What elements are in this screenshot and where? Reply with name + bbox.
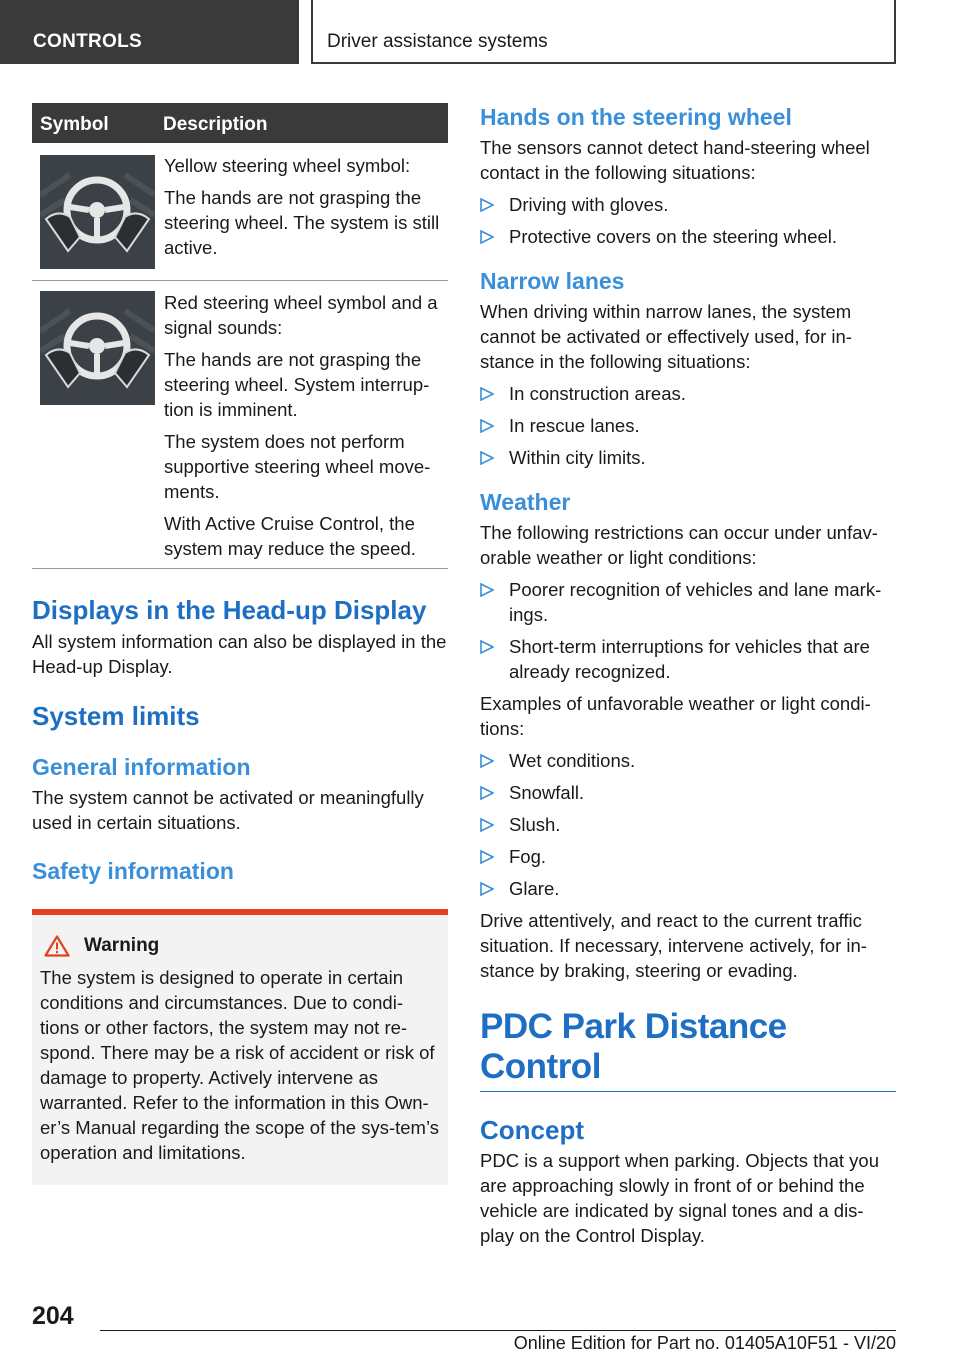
list-item <box>480 577 896 627</box>
header-section-label: CONTROLS <box>0 0 299 64</box>
footer-divider <box>100 1330 896 1331</box>
subsection-title-hands: Hands on the steering wheel <box>480 104 792 130</box>
bullet-triangle-icon <box>480 419 494 433</box>
table-header <box>32 103 448 143</box>
column-header-symbol: Symbol <box>40 114 109 135</box>
weather-closing-text: Drive attentively, and react to the current traffic situation. If necessary, intervene actively, for in-stance by braking, steering or evading. <box>480 910 867 981</box>
warning-box <box>32 909 448 1185</box>
row-description <box>164 153 448 260</box>
warning-title: Warning <box>84 935 160 956</box>
subsection-title-weather: Weather <box>480 489 571 515</box>
bullet-triangle-icon <box>480 583 494 597</box>
red-steering-wheel-icon <box>40 291 155 405</box>
row-description <box>164 290 448 561</box>
list-item <box>480 876 896 901</box>
section-title-hud: Displays in the Head-up Display <box>32 595 427 625</box>
description-paragraph: Red steering wheel symbol and a signal sounds: <box>164 292 438 338</box>
list-item <box>480 192 896 217</box>
bullet-triangle-icon <box>480 786 494 800</box>
bullet-triangle-icon <box>480 754 494 768</box>
list-item-text: Glare. <box>509 878 560 899</box>
list-item-text: Driving with gloves. <box>509 194 669 215</box>
list-item-text: Slush. <box>509 814 561 835</box>
description-paragraph: Yellow steering wheel symbol: <box>164 155 411 176</box>
bullet-triangle-icon <box>480 850 494 864</box>
list-item <box>480 224 896 249</box>
bullet-triangle-icon <box>480 451 494 465</box>
list-item-text: Wet conditions. <box>509 750 636 771</box>
warning-text: The system is designed to operate in certain conditions and circumstances. Due to condi-tions or other factors, the system may not re-spond. There may be a risk of accident or risk of damage to property. Actively intervene as warranted. Refer to the information in this Own-er’s Manual regarding the scope of the sys-tem’s operation and limitations. <box>40 967 439 1163</box>
left-column <box>32 103 448 1185</box>
list-item <box>480 381 896 406</box>
list-item <box>480 634 896 684</box>
list-item-text: Poorer recognition of vehicles and lane mark-ings. <box>509 579 882 625</box>
list-item-text: In construction areas. <box>509 383 686 404</box>
yellow-steering-wheel-icon <box>40 155 155 269</box>
hands-list <box>480 192 896 249</box>
header-chapter-label: Driver assistance systems <box>311 0 896 64</box>
subsection-title-narrow-lanes: Narrow lanes <box>480 268 625 294</box>
bullet-triangle-icon <box>480 387 494 401</box>
list-item-text: Protective covers on the steering wheel. <box>509 226 838 247</box>
list-item <box>480 748 896 773</box>
weather-list <box>480 577 896 684</box>
subsection-title-concept: Concept <box>480 1115 584 1145</box>
description-paragraph: The hands are not grasping the steering wheel. The system is still active. <box>164 187 440 258</box>
subsection-title-general: General information <box>32 754 251 780</box>
list-item <box>480 812 896 837</box>
weather-examples-text: Examples of unfavorable weather or light condi-tions: <box>480 693 871 739</box>
bullet-triangle-icon <box>480 640 494 654</box>
warning-triangle-icon <box>44 935 70 957</box>
hud-text: All system information can also be displayed in the Head-up Display. <box>32 631 447 677</box>
list-item <box>480 844 896 869</box>
bullet-triangle-icon <box>480 198 494 212</box>
table-row <box>32 281 448 569</box>
description-paragraph: The hands are not grasping the steering wheel. System interrup-tion is imminent. <box>164 349 430 420</box>
bullet-triangle-icon <box>480 882 494 896</box>
hands-text: The sensors cannot detect hand-steering wheel contact in the following situations: <box>480 137 870 183</box>
list-item-text: Snowfall. <box>509 782 585 803</box>
footer-edition-text: Online Edition for Part no. 01405A10F51 - VI/20 <box>513 1333 896 1353</box>
list-item <box>480 413 896 438</box>
subsection-title-safety: Safety information <box>32 858 234 884</box>
description-paragraph: With Active Cruise Control, the system may reduce the speed. <box>164 513 416 559</box>
concept-text: PDC is a support when parking. Objects that you are approaching slowly in front of or behind the vehicle are indicated by signal tones and a dis-play on the Control Display. <box>480 1150 879 1246</box>
chapter-title-pdc: PDC Park Distance Control <box>480 1007 787 1086</box>
list-item-text: In rescue lanes. <box>509 415 640 436</box>
list-item-text: Within city limits. <box>509 447 646 468</box>
warning-header <box>40 935 440 957</box>
list-item <box>480 445 896 470</box>
bullet-triangle-icon <box>480 230 494 244</box>
column-header-description: Description <box>163 114 268 135</box>
pdc-title-block <box>480 1007 896 1092</box>
weather-examples-list <box>480 748 896 901</box>
description-paragraph: The system does not perform supportive steering wheel move-ments. <box>164 431 431 502</box>
general-info-text: The system cannot be activated or meaningfully used in certain situations. <box>32 787 424 833</box>
right-column <box>480 103 896 1248</box>
section-title-system-limits: System limits <box>32 701 200 731</box>
list-item <box>480 780 896 805</box>
table-row <box>32 143 448 281</box>
page-number: 204 <box>32 1302 74 1330</box>
narrow-text: When driving within narrow lanes, the system cannot be activated or effectively used, for in-stance in the following situations: <box>480 301 852 372</box>
list-item-text: Short-term interruptions for vehicles that are already recognized. <box>509 636 870 682</box>
symbol-table <box>32 103 448 569</box>
bullet-triangle-icon <box>480 818 494 832</box>
list-item-text: Fog. <box>509 846 547 867</box>
weather-text: The following restrictions can occur under unfav-orable weather or light conditions: <box>480 522 878 568</box>
narrow-list <box>480 381 896 470</box>
